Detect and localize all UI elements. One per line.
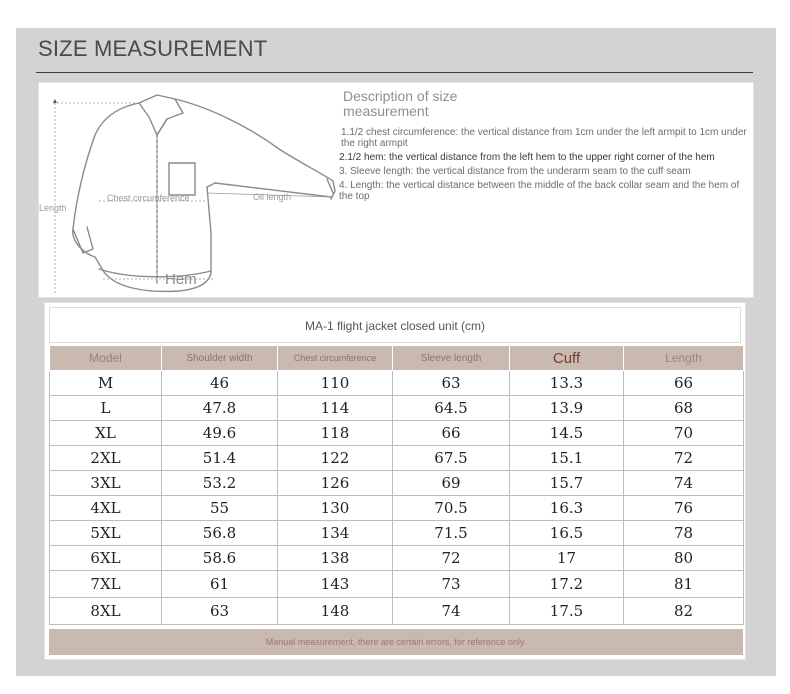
header-chest-circumference: Chest circumference bbox=[278, 346, 393, 371]
title-divider bbox=[36, 72, 753, 73]
header-length: Length bbox=[624, 346, 744, 371]
cell-cuff: 15.1 bbox=[510, 446, 624, 471]
measurement-diagram-panel bbox=[38, 82, 754, 298]
header-shoulder-width: Shoulder width bbox=[162, 346, 278, 371]
table-row bbox=[50, 571, 744, 598]
cell-length: 74 bbox=[624, 471, 744, 496]
cell-shoulder-width: 47.8 bbox=[162, 396, 278, 421]
hem-label: Hem bbox=[165, 271, 197, 288]
cell-model: 2XL bbox=[50, 446, 162, 471]
cell-length: 70 bbox=[624, 421, 744, 446]
cell-sleeve-length: 67.5 bbox=[393, 446, 510, 471]
table-footer-note: Manual measurement, there are certain errors, for reference only. bbox=[49, 629, 743, 655]
cell-sleeve-length: 63 bbox=[393, 371, 510, 396]
cell-shoulder-width: 55 bbox=[162, 496, 278, 521]
table-row bbox=[50, 396, 744, 421]
cell-length: 76 bbox=[624, 496, 744, 521]
chest-label: Chest circumference bbox=[107, 193, 190, 203]
cell-length: 80 bbox=[624, 546, 744, 571]
table-header-row bbox=[50, 346, 744, 371]
cell-chest-circumference: 138 bbox=[278, 546, 393, 571]
cell-chest-circumference: 118 bbox=[278, 421, 393, 446]
cell-chest-circumference: 148 bbox=[278, 598, 393, 625]
cell-chest-circumference: 134 bbox=[278, 521, 393, 546]
table-row bbox=[50, 496, 744, 521]
cell-cuff: 16.3 bbox=[510, 496, 624, 521]
cell-chest-circumference: 143 bbox=[278, 571, 393, 598]
cell-length: 72 bbox=[624, 446, 744, 471]
cell-shoulder-width: 46 bbox=[162, 371, 278, 396]
description-title: Description of size measurement bbox=[343, 88, 458, 119]
cell-cuff: 15.7 bbox=[510, 471, 624, 496]
cell-shoulder-width: 58.6 bbox=[162, 546, 278, 571]
table-row bbox=[50, 421, 744, 446]
header-model: Model bbox=[50, 346, 162, 371]
header-sleeve-length: Sleeve length bbox=[393, 346, 510, 371]
table-row bbox=[50, 521, 744, 546]
header-cuff: Cuff bbox=[510, 346, 624, 371]
cell-chest-circumference: 126 bbox=[278, 471, 393, 496]
cell-sleeve-length: 64.5 bbox=[393, 396, 510, 421]
cell-model: 7XL bbox=[50, 571, 162, 598]
cell-cuff: 17.2 bbox=[510, 571, 624, 598]
cell-chest-circumference: 130 bbox=[278, 496, 393, 521]
cell-model: L bbox=[50, 396, 162, 421]
cell-model: 5XL bbox=[50, 521, 162, 546]
cell-length: 68 bbox=[624, 396, 744, 421]
jacket-sketch-icon bbox=[39, 83, 339, 297]
cell-cuff: 17.5 bbox=[510, 598, 624, 625]
cell-model: M bbox=[50, 371, 162, 396]
table-row bbox=[50, 446, 744, 471]
size-description bbox=[339, 89, 749, 202]
cell-chest-circumference: 110 bbox=[278, 371, 393, 396]
cell-sleeve-length: 70.5 bbox=[393, 496, 510, 521]
cell-length: 78 bbox=[624, 521, 744, 546]
table-row bbox=[50, 371, 744, 396]
cell-model: XL bbox=[50, 421, 162, 446]
cell-cuff: 13.3 bbox=[510, 371, 624, 396]
cell-model: 8XL bbox=[50, 598, 162, 625]
sleeve-label: Oil length bbox=[253, 192, 292, 202]
cell-sleeve-length: 73 bbox=[393, 571, 510, 598]
description-item-chest: 1.1/2 chest circumference: the vertical distance from 1cm under the left armpit to 1cm under the right armpit bbox=[341, 127, 747, 149]
size-table bbox=[49, 345, 744, 625]
cell-model: 4XL bbox=[50, 496, 162, 521]
table-row bbox=[50, 546, 744, 571]
cell-model: 6XL bbox=[50, 546, 162, 571]
page-title: SIZE MEASUREMENT bbox=[38, 36, 268, 61]
cell-shoulder-width: 51.4 bbox=[162, 446, 278, 471]
cell-chest-circumference: 122 bbox=[278, 446, 393, 471]
cell-cuff: 17 bbox=[510, 546, 624, 571]
cell-sleeve-length: 69 bbox=[393, 471, 510, 496]
cell-shoulder-width: 53.2 bbox=[162, 471, 278, 496]
cell-sleeve-length: 66 bbox=[393, 421, 510, 446]
cell-shoulder-width: 63 bbox=[162, 598, 278, 625]
cell-cuff: 13.9 bbox=[510, 396, 624, 421]
description-item-length: 4. Length: the vertical distance between the middle of the back collar seam and the hem of the top bbox=[339, 180, 740, 202]
cell-sleeve-length: 71.5 bbox=[393, 521, 510, 546]
table-caption: MA-1 flight jacket closed unit (cm) bbox=[49, 307, 741, 343]
table-row bbox=[50, 471, 744, 496]
cell-length: 66 bbox=[624, 371, 744, 396]
table-row bbox=[50, 598, 744, 625]
description-item-hem: 2.1/2 hem: the vertical distance from the left hem to the upper right corner of the hem bbox=[339, 152, 715, 163]
cell-shoulder-width: 49.6 bbox=[162, 421, 278, 446]
cell-shoulder-width: 61 bbox=[162, 571, 278, 598]
cell-length: 82 bbox=[624, 598, 744, 625]
cell-cuff: 16.5 bbox=[510, 521, 624, 546]
cell-chest-circumference: 114 bbox=[278, 396, 393, 421]
size-table-panel bbox=[44, 302, 746, 660]
cell-cuff: 14.5 bbox=[510, 421, 624, 446]
cell-sleeve-length: 72 bbox=[393, 546, 510, 571]
description-item-sleeve: 3. Sleeve length: the vertical distance from the underarm seam to the cuff seam bbox=[339, 166, 691, 177]
length-label: Length bbox=[39, 203, 67, 213]
cell-shoulder-width: 56.8 bbox=[162, 521, 278, 546]
cell-length: 81 bbox=[624, 571, 744, 598]
cell-sleeve-length: 74 bbox=[393, 598, 510, 625]
cell-model: 3XL bbox=[50, 471, 162, 496]
